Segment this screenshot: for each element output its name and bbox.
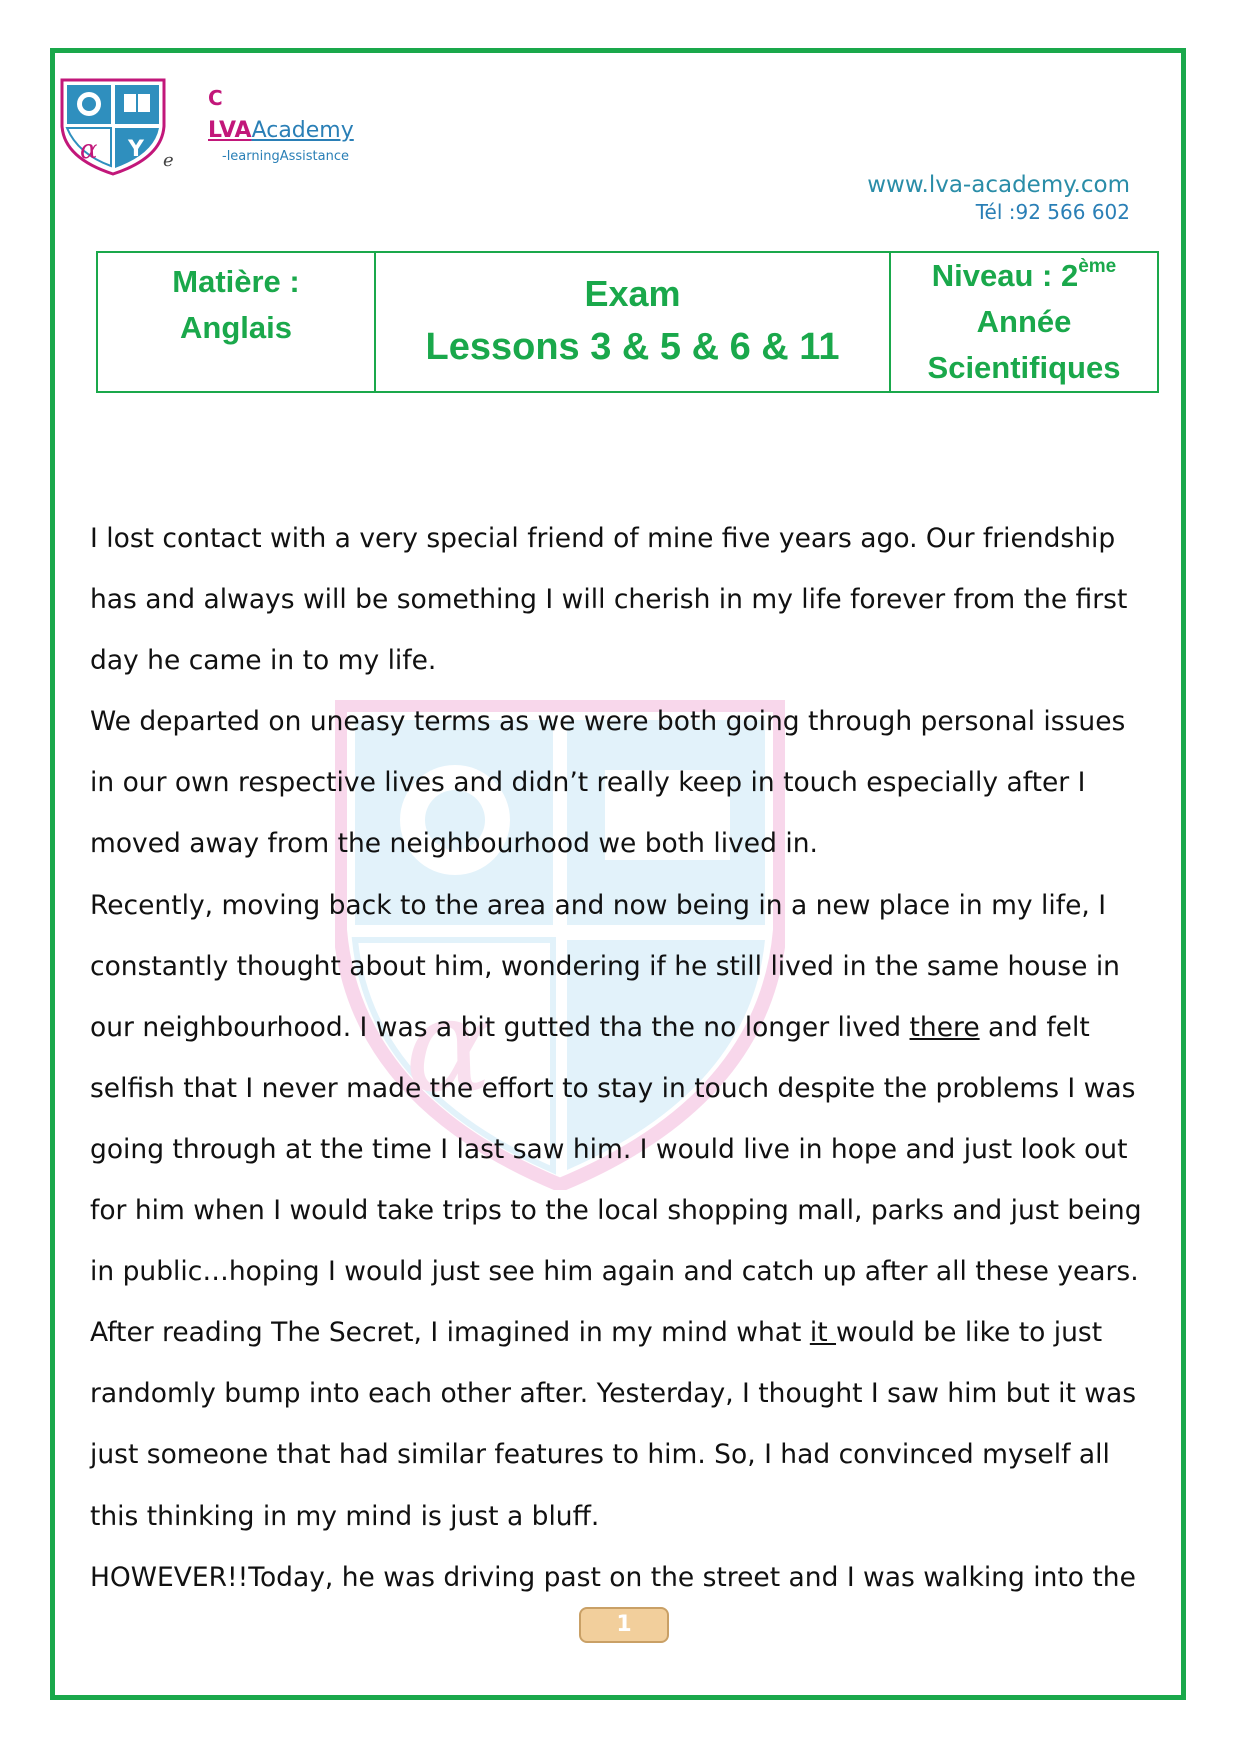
passage-line: randomly bump into each other after. Yesterday, I thought I saw him but it was <box>90 1378 1137 1410</box>
brand-e-letter: e <box>163 150 174 171</box>
subject-label: Matière : <box>172 264 300 299</box>
passage-line: After reading The Secret, I imagined in my mind what it would be like to just <box>90 1317 1103 1349</box>
underlined-word-it: it <box>809 1317 837 1349</box>
svg-text:α: α <box>405 969 493 1121</box>
passage-line: in public…hoping I would just see him again and catch up after all these years. <box>90 1256 1139 1288</box>
level-label: Niveau : 2ème <box>931 256 1117 293</box>
brand-letter: C <box>208 86 223 110</box>
passage-line: our neighbourhood. I was a bit gutted tha the no longer lived there and felt <box>90 1011 1090 1043</box>
brand-lva: LVA <box>208 118 252 143</box>
underlined-word-there: there <box>909 1011 980 1043</box>
passage-line: Recently, moving back to the area and now being in a new place in my life, I <box>90 889 1107 921</box>
svg-text:Y: Y <box>128 137 144 162</box>
subject-cell <box>98 253 374 391</box>
reading-passage <box>90 508 1170 1608</box>
subject-value: Anglais <box>180 310 292 345</box>
svg-text:α: α <box>80 135 98 165</box>
brand-block <box>208 86 354 164</box>
passage-line: constantly thought about him, wondering if he still lived in the same house in <box>90 950 1120 982</box>
passage-line: going through at the time I last saw him. I would live in hope and just look out <box>90 1133 1128 1165</box>
brand-subtitle: -learningAssistance <box>222 149 349 164</box>
passage-line: moved away from the neighbourhood we both lived in. <box>90 828 818 860</box>
passage-line: HOWEVER!!Today, he was driving past on the street and I was walking into the <box>90 1561 1136 1593</box>
passage-line: just someone that had similar features to him. So, I had convinced myself all <box>90 1439 1110 1471</box>
lva-academy-logo <box>58 76 168 176</box>
level-cell <box>889 253 1157 391</box>
passage-line: day he came in to my life. <box>90 645 437 677</box>
brand-academy: Academy <box>251 118 354 143</box>
level-superscript: ème <box>1078 256 1117 277</box>
brand-name <box>208 118 354 143</box>
lessons-title: Lessons 3 & 5 & 6 & 11 <box>425 326 840 368</box>
exam-title: Exam <box>584 273 681 314</box>
level-year: Année <box>976 304 1072 339</box>
page-number-badge: 1 <box>579 1607 669 1643</box>
passage-line: I lost contact with a very special friend of mine five years ago. Our friendship <box>90 523 1116 554</box>
passage-line: this thinking in my mind is just a bluff. <box>90 1500 600 1532</box>
contact-block <box>867 172 1130 224</box>
passage-line: selfish that I never made the effort to stay in touch despite the problems I was <box>90 1072 1136 1104</box>
exam-title-cell <box>374 253 889 391</box>
passage-line: for him when I would take trips to the local shopping mall, parks and just being <box>90 1195 1142 1227</box>
level-section: Scientifiques <box>927 350 1121 385</box>
passage-line: in our own respective lives and didn’t really keep in touch especially after I <box>90 767 1086 799</box>
passage-line: We departed on uneasy terms as we were both going through personal issues <box>90 706 1126 738</box>
exam-header-table <box>96 251 1159 393</box>
phone-number: Tél :92 566 602 <box>975 200 1130 224</box>
website-url: www.lva-academy.com <box>867 172 1130 198</box>
passage-line: has and always will be something I will cherish in my life forever from the first <box>90 584 1128 616</box>
